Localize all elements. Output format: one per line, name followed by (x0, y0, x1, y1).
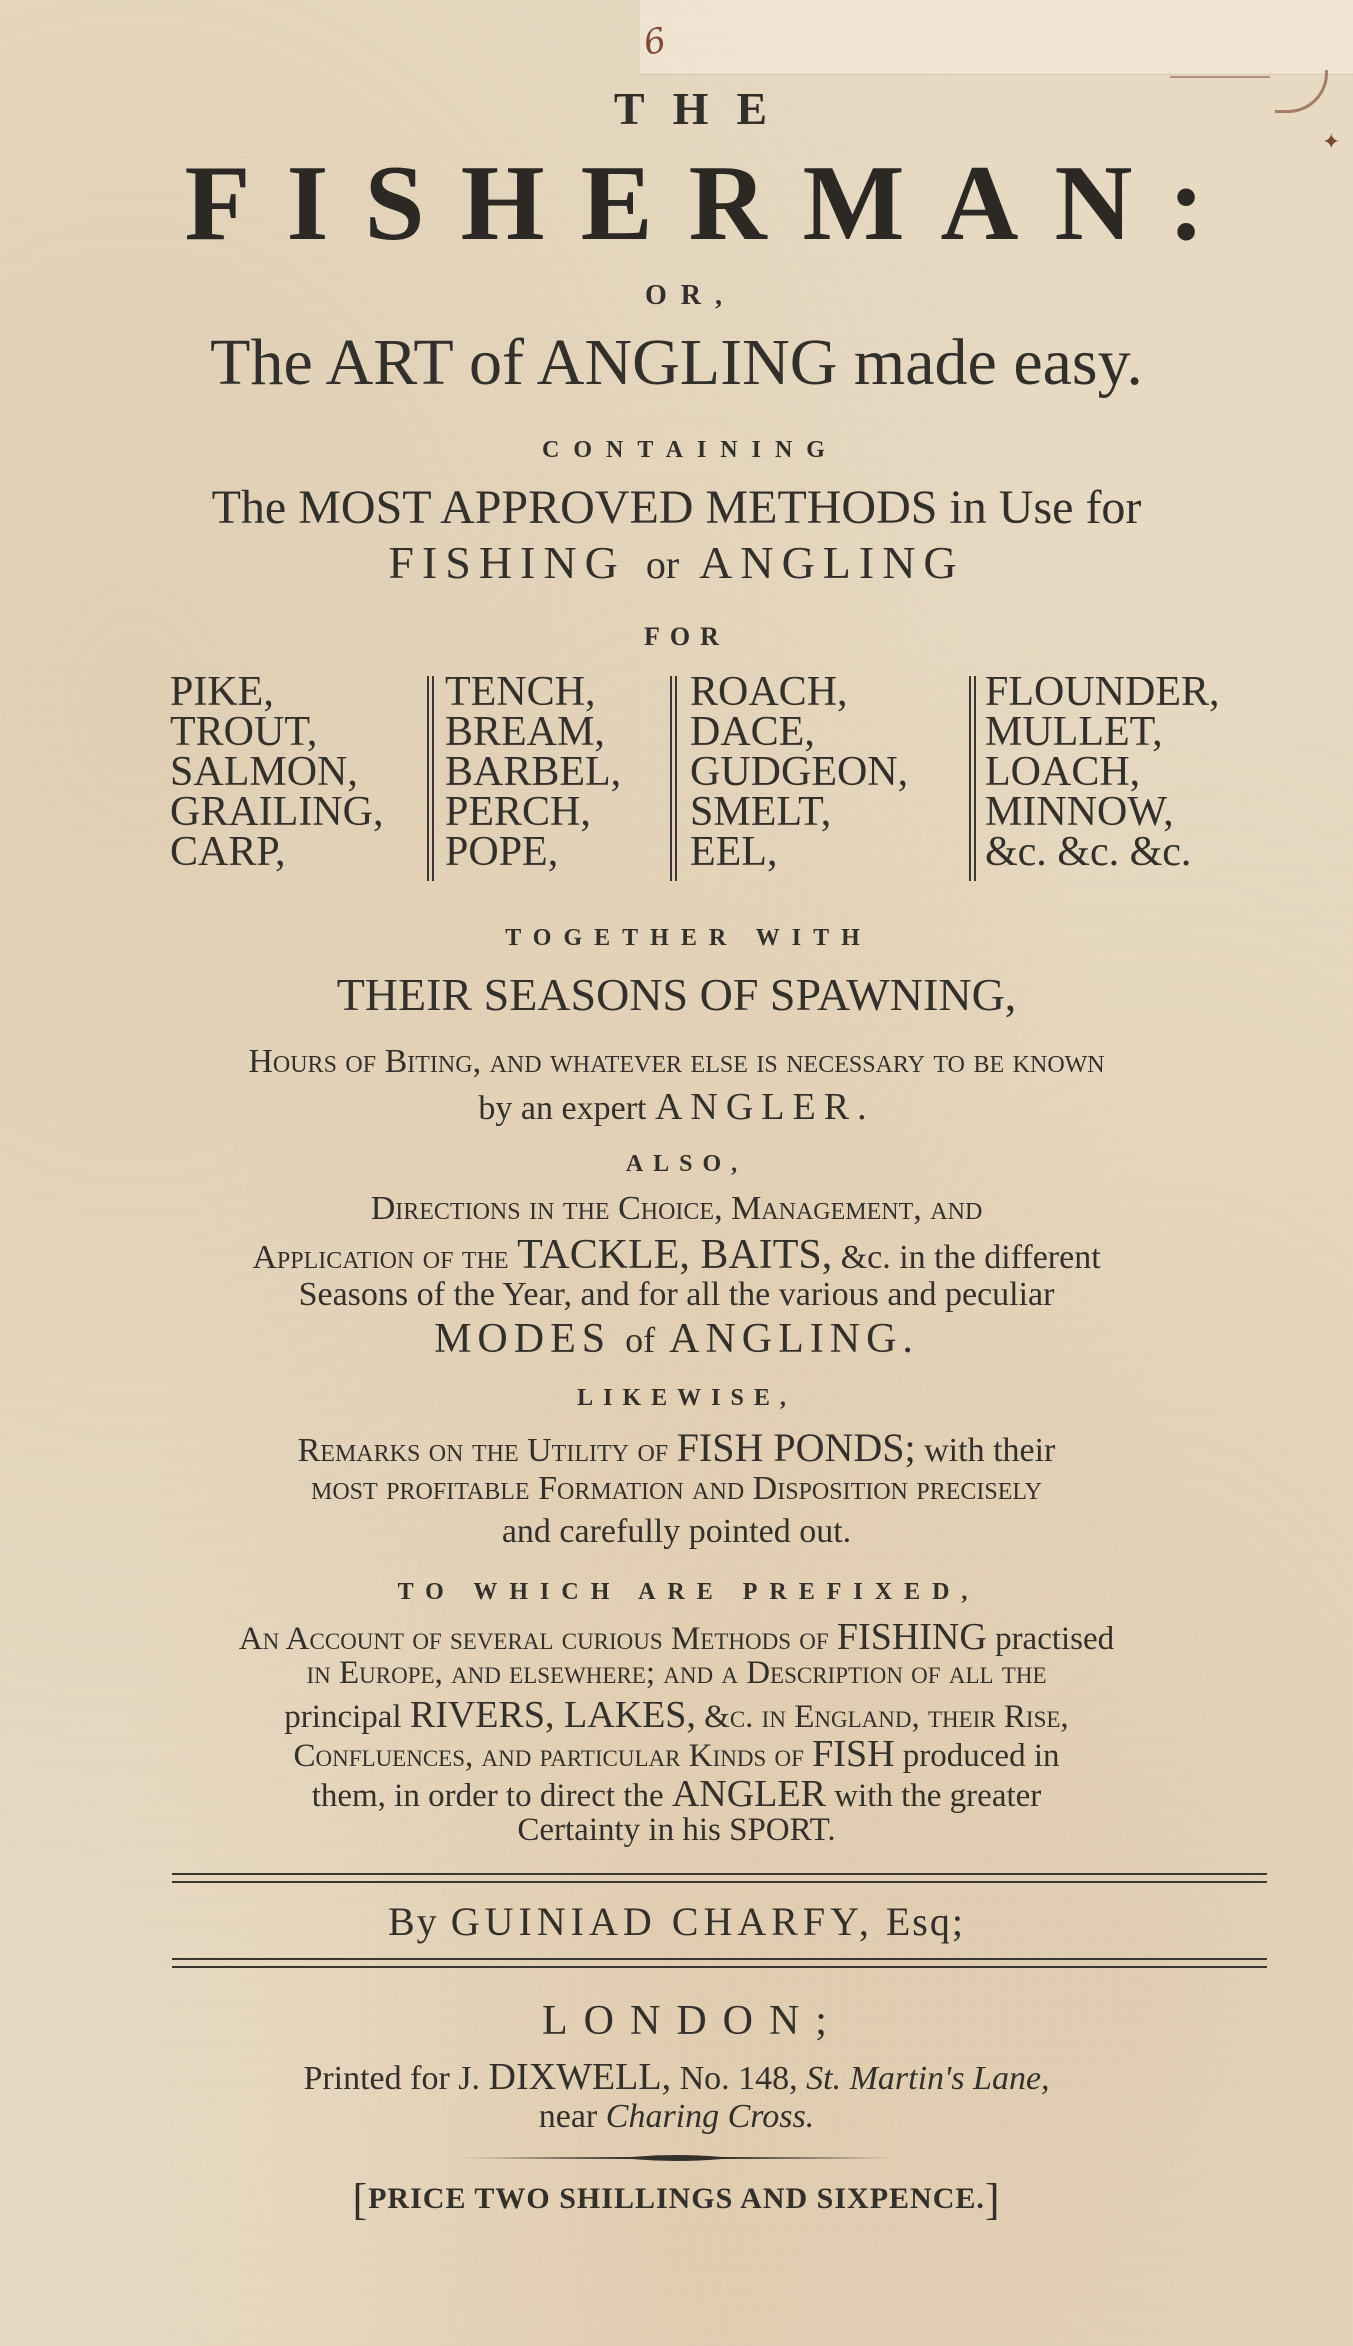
fish-item: PIKE, (170, 669, 274, 715)
title-or: OR, (645, 280, 736, 311)
account-line-2: in Europe, and elsewhere; and a Description of all the (306, 1655, 1047, 1691)
remarks-line-3: and carefully pointed out. (501, 1513, 852, 1550)
fishing-caps: FISHING (836, 1616, 987, 1658)
fishing-word: FISHING (388, 537, 626, 588)
england-text: &c. in England, their Rise, (704, 1699, 1069, 1735)
angling-word: ANGLING (699, 537, 965, 588)
fish-item: SMELT, (690, 789, 832, 835)
fish-item: TENCH, (445, 669, 596, 715)
for-heading: FOR (644, 622, 729, 651)
hours-line: Hours of Biting, and whatever else is necessary to be known (248, 1043, 1105, 1080)
printed-for-text: Printed for J. (303, 2060, 481, 2097)
with-their-text: with their (924, 1432, 1056, 1469)
fish-item: ROACH, (690, 669, 848, 715)
fish-item: LOACH, (985, 749, 1141, 795)
application-text: Application of the (252, 1239, 509, 1276)
fish-item: POPE, (445, 829, 559, 875)
or-word: or (645, 542, 680, 587)
prefixed-heading: TO WHICH ARE PREFIXED, (397, 1579, 980, 1605)
fish-column-3 (690, 669, 909, 875)
fish-item: TROUT, (170, 709, 318, 755)
fish-species-table (0, 669, 1353, 887)
street-number: No. 148, (679, 2060, 798, 2097)
fish-column-4 (985, 669, 1220, 875)
handwritten-page-number: 6 (640, 20, 670, 64)
directions-line-3: Seasons of the Year, and for all the various and peculiar (298, 1276, 1055, 1313)
fish-item: SALMON, (170, 749, 358, 795)
title-the: THE (613, 83, 796, 134)
author-prefix: By (388, 1899, 439, 1944)
street-name: St. Martin's Lane, (806, 2060, 1050, 2097)
directions-line-1: Directions in the Choice, Management, and (370, 1190, 983, 1227)
produced-text: produced in (902, 1738, 1060, 1774)
fishing-or-angling-line (0, 537, 1353, 588)
fish-caps: FISH (812, 1733, 895, 1775)
account-text: An Account of several curious Methods of (238, 1621, 829, 1657)
account-line-1 (0, 1618, 1353, 1656)
price-text: PRICE TWO SHILLINGS AND SIXPENCE. (368, 2182, 985, 2215)
double-rule-bottom (172, 1958, 1267, 1968)
practised-text: practised (995, 1621, 1115, 1657)
pen-flourish-icon: ✦ (1322, 130, 1341, 155)
sport-caps: SPORT. (729, 1812, 836, 1848)
principal-text: principal (284, 1699, 402, 1735)
pen-stroke-mark (1170, 76, 1270, 78)
directions-line-2 (0, 1234, 1353, 1276)
of-word: of (625, 1320, 656, 1360)
fish-item: MULLET, (985, 709, 1163, 755)
remarks-line-2: most profitable Formation and Disposition precisely (310, 1470, 1043, 1507)
fish-column-1 (170, 669, 384, 875)
angler-word: ANGLER. (654, 1086, 875, 1128)
remarks-text: Remarks on the Utility of (297, 1432, 669, 1469)
author-name: GUINIAD CHARFY, (450, 1899, 874, 1944)
author-line (0, 1899, 1353, 1944)
printer-name: DIXWELL, (488, 2056, 672, 2098)
account-line-6 (0, 1814, 1353, 1847)
direct-text: them, in order to direct the (311, 1778, 664, 1814)
charing-cross-text: Charing Cross. (605, 2098, 815, 2135)
price-close-bracket: ] (984, 2175, 1001, 2224)
methods-line: The MOST APPROVED METHODS in Use for (211, 481, 1142, 534)
double-rule-top (172, 1873, 1267, 1883)
column-double-rule (969, 676, 976, 881)
fish-item: FLOUNDER, (985, 669, 1220, 715)
likewise-heading: LIKEWISE, (577, 1385, 796, 1411)
together-with-heading: TOGETHER WITH (505, 925, 872, 951)
fish-item: GRAILING, (170, 789, 384, 835)
tackle-baits-text: TACKLE, BAITS, (517, 1232, 833, 1278)
fish-item: BARBEL, (445, 749, 622, 795)
containing-heading: CONTAINING (542, 437, 839, 463)
different-text: &c. in the different (840, 1239, 1101, 1276)
certainty-text: Certainty in his (517, 1812, 721, 1848)
expert-prefix: by an expert (478, 1090, 647, 1127)
account-line-3 (0, 1696, 1353, 1734)
fish-item: GUDGEON, (690, 749, 909, 795)
account-line-4 (0, 1735, 1353, 1773)
directions-line-4 (0, 1318, 1353, 1360)
also-heading: ALSO, (625, 1151, 748, 1177)
author-suffix: Esq; (885, 1899, 965, 1944)
ornamental-rule (462, 2153, 892, 2163)
greater-text: with the greater (834, 1778, 1042, 1814)
remarks-line-1 (0, 1425, 1353, 1470)
expert-line (0, 1088, 1353, 1126)
modes-word: MODES (434, 1316, 612, 1362)
fish-item: MINNOW, (985, 789, 1174, 835)
price-open-bracket: [ (352, 2175, 369, 2224)
fish-column-2 (445, 669, 622, 875)
column-double-rule (670, 676, 677, 881)
fish-item: PERCH, (445, 789, 591, 835)
imprint-city: LONDON; (542, 1998, 843, 2044)
column-double-rule (427, 676, 434, 881)
rivers-lakes-text: RIVERS, LAKES, (409, 1694, 696, 1736)
angling-word-2: ANGLING. (669, 1316, 919, 1362)
confluences-text: Confluences, and particular Kinds of (293, 1738, 804, 1774)
imprint-location-line (0, 2100, 1353, 2134)
fish-item: BREAM, (445, 709, 605, 755)
fish-item: &c. &c. &c. (985, 829, 1192, 875)
fish-item: EEL, (690, 829, 778, 875)
imprint-printer-line (0, 2058, 1353, 2096)
subtitle: The ART of ANGLING made easy. (210, 326, 1143, 399)
angler-caps: ANGLER (671, 1773, 826, 1815)
seasons-line: THEIR SEASONS OF SPAWNING, (336, 969, 1017, 1020)
fish-ponds-text: FISH PONDS; (676, 1425, 916, 1470)
price-line (0, 2175, 1353, 2224)
paper-fold-strip (640, 0, 1353, 75)
near-text: near (538, 2098, 598, 2135)
account-line-5 (0, 1775, 1353, 1813)
fish-item: DACE, (690, 709, 815, 755)
main-title: FISHERMAN: (184, 144, 1241, 263)
fish-item: CARP, (170, 829, 286, 875)
